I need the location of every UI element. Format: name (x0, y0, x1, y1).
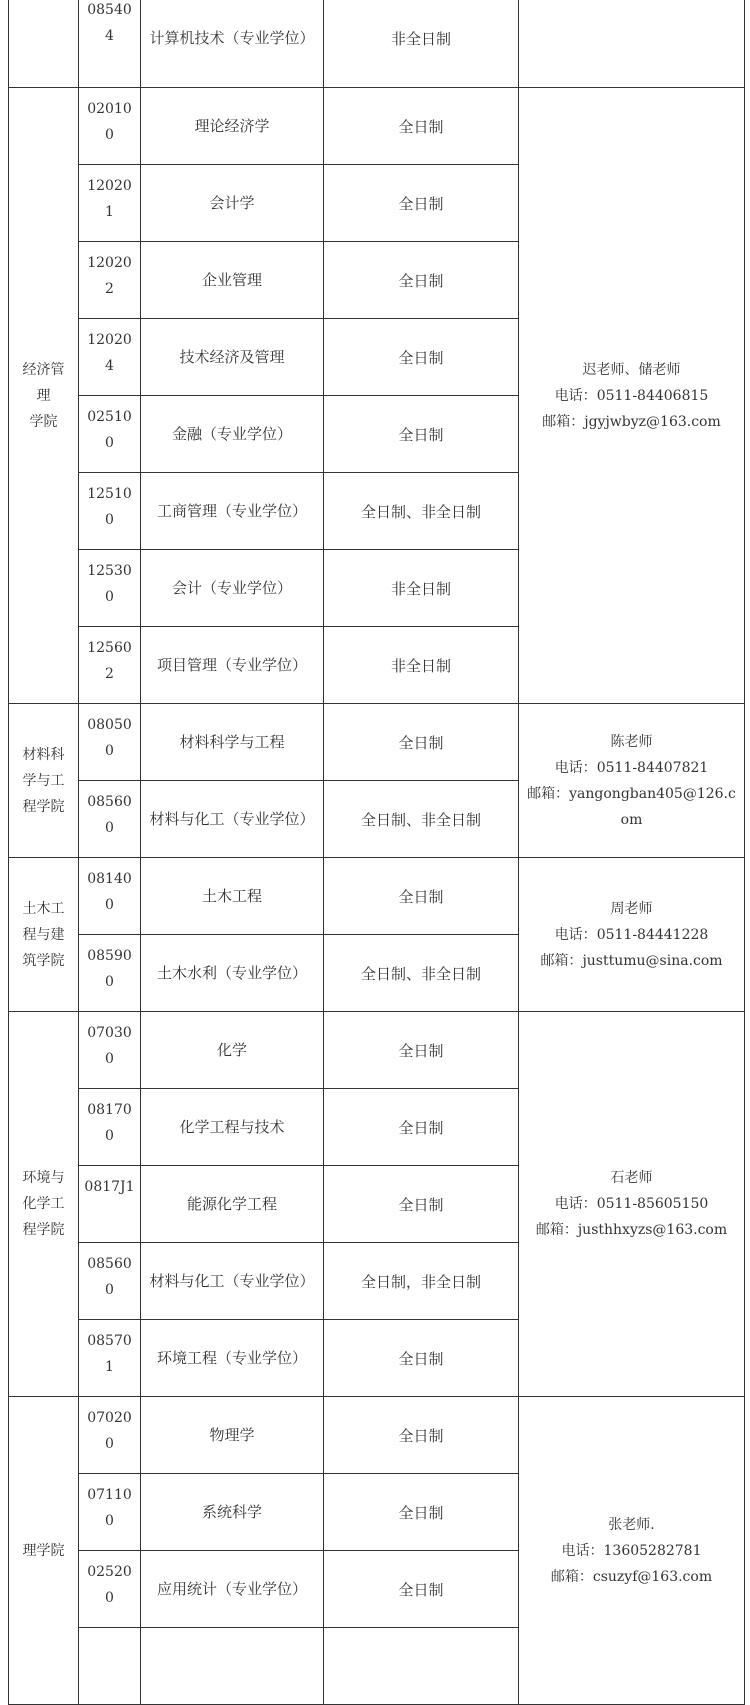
program-code: 070300 (79, 1012, 141, 1089)
table-row (9, 0, 745, 88)
contact-email (527, 948, 736, 974)
major-name (141, 1628, 324, 1705)
college-name (9, 1397, 79, 1705)
phone-number: 0511-84407821 (596, 759, 709, 776)
college-name-line: 学与工 (22, 772, 65, 789)
program-code: 081700 (79, 1089, 141, 1166)
program-code: 120201 (79, 165, 141, 242)
college-name (9, 704, 79, 858)
program-code: 0817J1 (79, 1166, 141, 1243)
program-code: 081400 (79, 858, 141, 935)
study-mode: 全日制，非全日制 (324, 1243, 519, 1320)
major-name: 材料科学与工程 (141, 704, 324, 781)
email-address[interactable]: justhhxyzs@163.com (577, 1222, 728, 1238)
study-mode: 全日制 (324, 88, 519, 165)
table-row (9, 858, 745, 935)
major-name: 应用统计（专业学位） (141, 1551, 324, 1628)
phone-label: 电话： (554, 926, 597, 943)
contact-phone (527, 383, 736, 409)
program-code: 085600 (79, 1243, 141, 1320)
major-name: 系统科学 (141, 1474, 324, 1551)
major-name: 材料与化工（专业学位） (141, 781, 324, 858)
major-name: 工商管理（专业学位） (141, 473, 324, 550)
contact-info (519, 704, 745, 858)
major-name: 会计（专业学位） (141, 550, 324, 627)
college-name (9, 858, 79, 1012)
phone-number: 0511-84441228 (596, 926, 709, 943)
program-code: 085404 (79, 0, 141, 88)
contact-teacher: 陈老师 (610, 733, 653, 750)
program-code: 080500 (79, 704, 141, 781)
email-label: 邮箱： (550, 1568, 593, 1585)
email-label: 邮箱： (527, 785, 570, 802)
phone-number: 0511-85605150 (596, 1196, 709, 1212)
contact-email (527, 781, 736, 833)
admissions-table (8, 0, 745, 1705)
college-name-line: 化学工 (22, 1196, 65, 1212)
email-label: 邮箱： (542, 413, 585, 430)
program-code: 071100 (79, 1474, 141, 1551)
college-name-line: 程与建 (22, 926, 65, 943)
email-address[interactable]: yangongban405@126.com (569, 785, 736, 828)
college-cell-previous (9, 0, 79, 88)
program-code: 125602 (79, 627, 141, 704)
table-row (9, 1012, 745, 1089)
study-mode: 全日制 (324, 242, 519, 319)
major-name: 化学 (141, 1012, 324, 1089)
contact-info (519, 88, 745, 704)
study-mode: 全日制、非全日制 (324, 473, 519, 550)
study-mode: 全日制 (324, 319, 519, 396)
study-mode: 全日制 (324, 1012, 519, 1089)
table-row (9, 1397, 745, 1474)
email-address[interactable]: jgyjwbyz@163.com (584, 413, 721, 430)
study-mode (324, 1628, 519, 1705)
phone-label: 电话： (554, 1196, 597, 1212)
major-name: 材料与化工（专业学位） (141, 1243, 324, 1320)
college-name-line: 程学院 (22, 1222, 65, 1238)
study-mode: 全日制 (324, 396, 519, 473)
study-mode: 全日制 (324, 1166, 519, 1243)
program-code: 120204 (79, 319, 141, 396)
contact-phone (527, 755, 736, 781)
major-name: 能源化学工程 (141, 1166, 324, 1243)
college-name-line: 材料科 (22, 746, 65, 763)
study-mode: 全日制、非全日制 (324, 781, 519, 858)
college-name-line: 经济管 (22, 361, 65, 378)
phone-label: 电话： (561, 1542, 604, 1559)
study-mode: 全日制 (324, 1474, 519, 1551)
study-mode: 全日制 (324, 1320, 519, 1397)
table-row (9, 704, 745, 781)
program-code: 070200 (79, 1397, 141, 1474)
email-address[interactable]: justtumu@sina.com (582, 952, 723, 969)
program-code: 025200 (79, 1551, 141, 1628)
contact-info (519, 1012, 745, 1397)
major-name: 企业管理 (141, 242, 324, 319)
phone-number: 0511-84406815 (596, 387, 709, 404)
study-mode: 全日制 (324, 858, 519, 935)
major-name: 理论经济学 (141, 88, 324, 165)
major-name: 土木水利（专业学位） (141, 935, 324, 1012)
email-address[interactable]: csuzyf@163.com (592, 1568, 713, 1585)
contact-email (527, 1564, 736, 1590)
phone-label: 电话： (554, 759, 597, 776)
college-name (9, 88, 79, 704)
contact-info (519, 858, 745, 1012)
study-mode: 全日制 (324, 165, 519, 242)
study-mode: 非全日制 (324, 627, 519, 704)
study-mode: 非全日制 (324, 0, 519, 88)
program-code: 020100 (79, 88, 141, 165)
study-mode: 全日制 (324, 1551, 519, 1628)
table-row (9, 88, 745, 165)
study-mode: 全日制 (324, 1089, 519, 1166)
contact-email (527, 409, 736, 435)
contact-teacher: 石老师 (610, 1170, 653, 1186)
contact-info (519, 1397, 745, 1705)
program-code: 125300 (79, 550, 141, 627)
study-mode: 全日制 (324, 704, 519, 781)
contact-phone (527, 922, 736, 948)
college-name-line: 程学院 (22, 798, 65, 815)
table-body (9, 0, 745, 1705)
email-label: 邮箱： (540, 952, 583, 969)
contact-teacher: 张老师. (608, 1516, 655, 1533)
phone-label: 电话： (554, 387, 597, 404)
study-mode: 全日制、非全日制 (324, 935, 519, 1012)
major-name: 计算机技术（专业学位） (141, 0, 324, 88)
major-name: 会计学 (141, 165, 324, 242)
email-label: 邮箱： (535, 1222, 578, 1238)
college-name-line: 土木工 (22, 900, 65, 917)
contact-phone (527, 1538, 736, 1564)
program-code: 120202 (79, 242, 141, 319)
major-name: 金融（专业学位） (141, 396, 324, 473)
college-name-line: 理学院 (22, 1542, 65, 1559)
college-name-line: 筑学院 (22, 952, 65, 969)
program-code (79, 1628, 141, 1705)
contact-teacher: 周老师 (610, 900, 653, 917)
college-name-line: 学院 (29, 413, 58, 430)
major-name: 项目管理（专业学位） (141, 627, 324, 704)
contact-cell-previous (519, 0, 745, 88)
program-code: 085900 (79, 935, 141, 1012)
major-name: 土木工程 (141, 858, 324, 935)
program-code: 025100 (79, 396, 141, 473)
program-code: 085701 (79, 1320, 141, 1397)
major-name: 环境工程（专业学位） (141, 1320, 324, 1397)
major-name: 化学工程与技术 (141, 1089, 324, 1166)
major-name: 物理学 (141, 1397, 324, 1474)
study-mode: 非全日制 (324, 550, 519, 627)
contact-email (527, 1217, 736, 1243)
phone-number: 13605282781 (603, 1542, 702, 1559)
college-name-line: 环境与 (22, 1170, 65, 1186)
program-code: 125100 (79, 473, 141, 550)
program-code: 085600 (79, 781, 141, 858)
contact-phone (527, 1191, 736, 1217)
college-name (9, 1012, 79, 1397)
major-name: 技术经济及管理 (141, 319, 324, 396)
college-name-line: 理 (36, 387, 51, 404)
admissions-table-container (8, 0, 744, 1705)
contact-teacher: 迟老师、储老师 (582, 361, 681, 378)
study-mode: 全日制 (324, 1397, 519, 1474)
